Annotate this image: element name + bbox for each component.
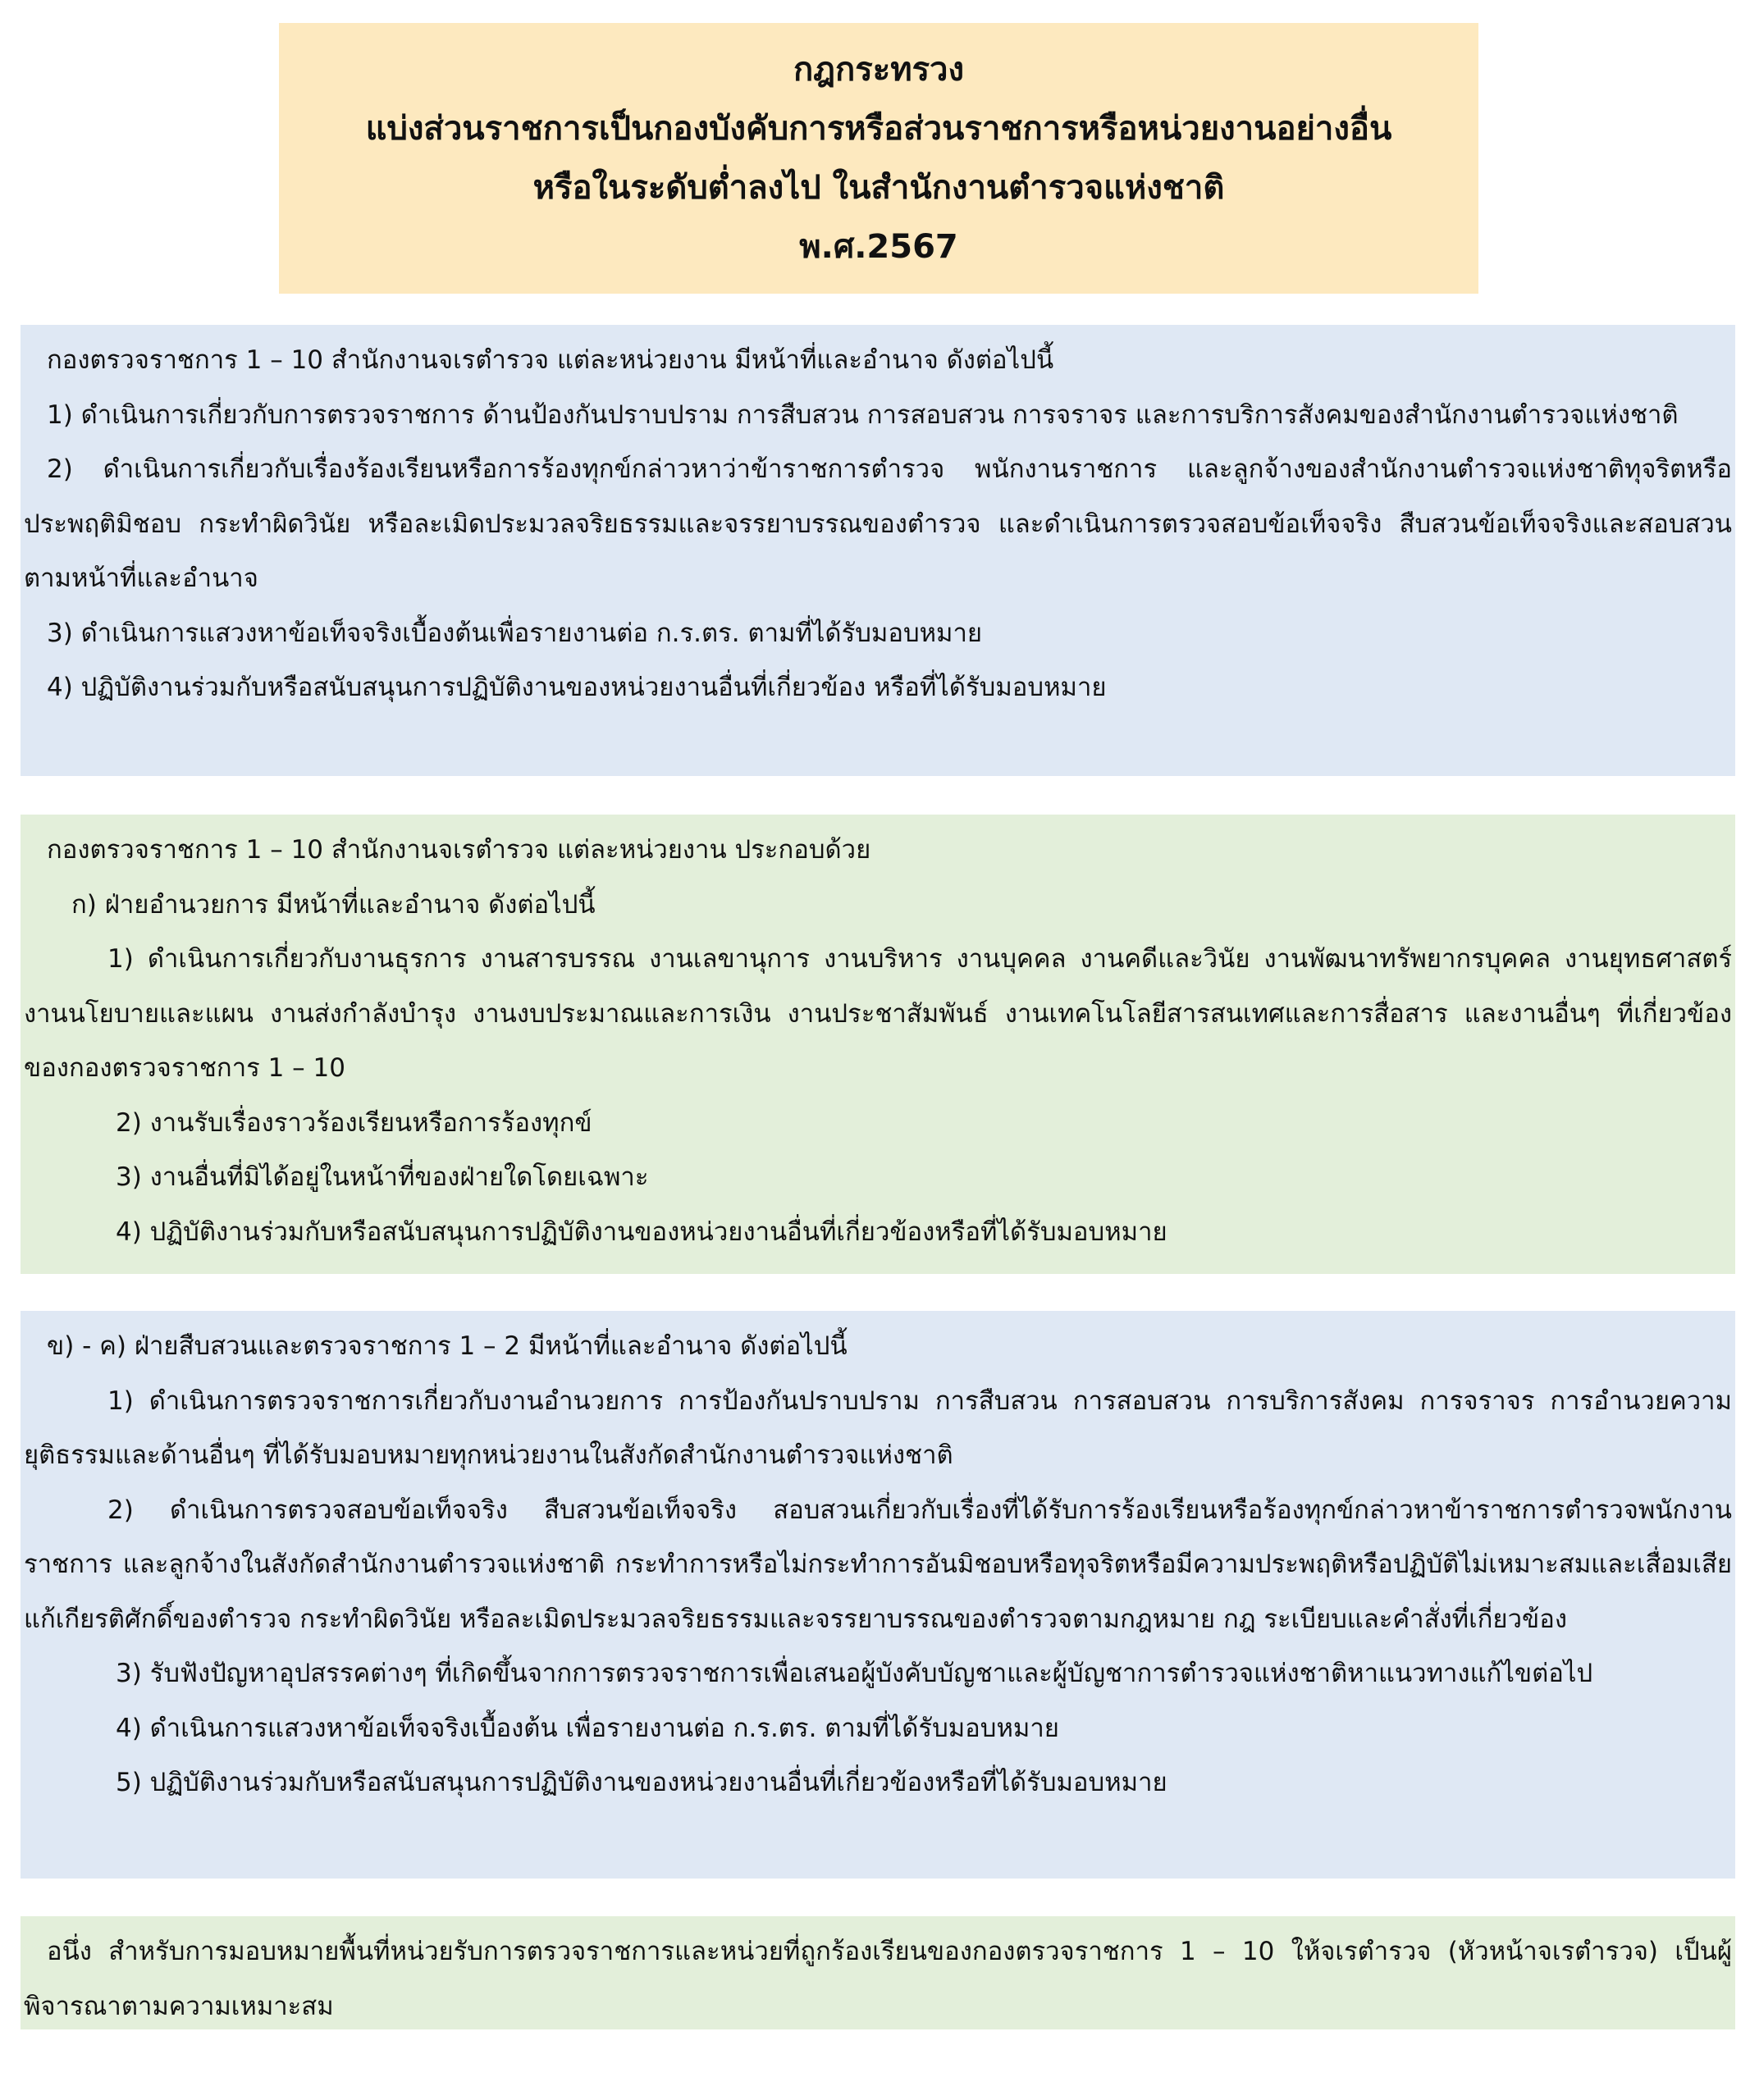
title-line-2: แบ่งส่วนราชการเป็นกองบังคับการหรือส่วนราชการหรือหน่วยงานอย่างอื่น — [365, 110, 1392, 148]
section-investigation-heading: ข) - ค) ฝ่ายสืบสวนและตรวจราชการ 1 – 2 มีหน้าที่และอำนาจ ดังต่อไปนี้ — [47, 1331, 848, 1361]
duty-item-4: 4) ปฏิบัติงานร่วมกับหรือสนับสนุนการปฏิบัติงานของหน่วยงานอื่นที่เกี่ยวข้อง หรือที่ได้รับมอบหมาย — [47, 673, 1107, 702]
section-duties-heading: กองตรวจราชการ 1 – 10 สำนักงานจเรตำรวจ แต่ละหน่วยงาน มีหน้าที่และอำนาจ ดังต่อไปนี้ — [47, 345, 1054, 375]
title-box — [279, 23, 1478, 294]
section-investigation — [21, 1311, 1735, 1879]
title-line-3: หรือในระดับต่ำลงไป ในสำนักงานตำรวจแห่งชาติ — [532, 169, 1225, 207]
duty-item-1: 1) ดำเนินการเกี่ยวกับการตรวจราชการ ด้านป้องกันปราบปราม การสืบสวน การสอบสวน การจราจร และการบริการสังคมของสำนักงานตำรวจแห่งชาติ — [47, 399, 1679, 430]
investigation-item-5: 5) ปฏิบัติงานร่วมกับหรือสนับสนุนการปฏิบัติงานของหน่วยงานอื่นที่เกี่ยวข้องหรือที่ได้รับมอบหมาย — [116, 1768, 1167, 1797]
duty-item-2: 2) ดำเนินการเกี่ยวกับเรื่องร้องเรียนหรือการร้องทุกข์กล่าวหาว่าข้าราชการตำรวจ พนักงานราชการ และลูกจ้างของสำนักงานตำรวจแห่งชาติทุจริตหรือประพฤติมิชอบ กระทำผิดวินัย หรือละเมิดประมวลจริยธรรมและจรรยาบรรณของตำรวจ และดำเนินการตรวจสอบข้อเท็จจริง สืบสวนข้อเท็จจริงและสอบสวนตามหน้าที่และอำนาจ — [24, 454, 1732, 593]
admin-item-2: 2) งานรับเรื่องราวร้องเรียนหรือการร้องทุกข์ — [116, 1107, 592, 1138]
investigation-item-2: 2) ดำเนินการตรวจสอบข้อเท็จจริง สืบสวนข้อเท็จจริง สอบสวนเกี่ยวกับเรื่องที่ได้รับการร้องเรียนหรือร้องทุกข์กล่าวหาข้าราชการตำรวจพนักงานราชการ และลูกจ้างในสังกัดสำนักงานตำรวจแห่งชาติ กระทำการหรือไม่กระทำการอันมิชอบหรือทุจริตหรือมีความประพฤติหรือปฏิบัติไม่เหมาะสมและเสื่อมเสียแก้เกียรติศักดิ์ของตำรวจ กระทำผิดวินัย หรือละเมิดประมวลจริยธรรมและจรรยาบรรณของตำรวจตามกฎหมาย กฎ ระเบียบและคำสั่งที่เกี่ยวข้อง — [24, 1495, 1732, 1634]
admin-item-1: 1) ดำเนินการเกี่ยวกับงานธุรการ งานสารบรรณ งานเลขานุการ งานบริหาร งานบุคคล งานคดีและวินัย งานพัฒนาทรัพยากรบุคคล งานยุทธศาสตร์ งานนโยบายและแผน งานส่งกำลังบำรุง งานงบประมาณและการเงิน งานประชาสัมพันธ์ งานเทคโนโลยีสารสนเทศและการสื่อสาร และงานอื่นๆ ที่เกี่ยวข้องของกองตรวจราชการ 1 – 10 — [24, 944, 1732, 1083]
section-composition-heading: กองตรวจราชการ 1 – 10 สำนักงานจเรตำรวจ แต่ละหน่วยงาน ประกอบด้วย — [47, 835, 871, 865]
admin-item-3: 3) งานอื่นที่มิได้อยู่ในหน้าที่ของฝ่ายใดโดยเฉพาะ — [116, 1162, 649, 1192]
investigation-item-3: 3) รับฟังปัญหาอุปสรรคต่างๆ ที่เกิดขึ้นจากการตรวจราชการเพื่อเสนอผู้บังคับบัญชาและผู้บัญชาการตำรวจแห่งชาติหาแนวทางแก้ไขต่อไป — [116, 1659, 1593, 1688]
title-line-1: กฎกระทรวง — [793, 51, 965, 89]
admin-item-4: 4) ปฏิบัติงานร่วมกับหรือสนับสนุนการปฏิบัติงานของหน่วยงานอื่นที่เกี่ยวข้องหรือที่ได้รับมอบหมาย — [116, 1217, 1167, 1247]
section-note — [21, 1916, 1735, 2029]
investigation-item-1: 1) ดำเนินการตรวจราชการเกี่ยวกับงานอำนวยการ การป้องกันปราบปราม การสืบสวน การสอบสวน การบริการสังคม การจราจร การอำนวยความยุติธรรมและด้านอื่นๆ ที่ได้รับมอบหมายทุกหน่วยงานในสังกัดสำนักงานตำรวจแห่งชาติ — [24, 1386, 1732, 1470]
note-text: อนึ่ง สำหรับการมอบหมายพื้นที่หน่วยรับการตรวจราชการและหน่วยที่ถูกร้องเรียนของกองตรวจราชการ 1 – 10 ให้จเรตำรวจ (หัวหน้าจเรตำรวจ) เป็นผู้พิจารณาตามความเหมาะสม — [24, 1937, 1732, 2021]
section-composition — [21, 815, 1735, 1274]
investigation-item-4: 4) ดำเนินการแสวงหาข้อเท็จจริงเบื้องต้น เพื่อรายงานต่อ ก.ร.ตร. ตามที่ได้รับมอบหมาย — [116, 1713, 1059, 1743]
section-duties — [21, 325, 1735, 776]
duty-item-3: 3) ดำเนินการแสวงหาข้อเท็จจริงเบื้องต้นเพื่อรายงานต่อ ก.ร.ตร. ตามที่ได้รับมอบหมาย — [47, 618, 983, 648]
admin-subheading: ก) ฝ่ายอำนวยการ มีหน้าที่และอำนาจ ดังต่อไปนี้ — [71, 889, 596, 920]
title-line-4: พ.ศ.2567 — [799, 228, 958, 266]
